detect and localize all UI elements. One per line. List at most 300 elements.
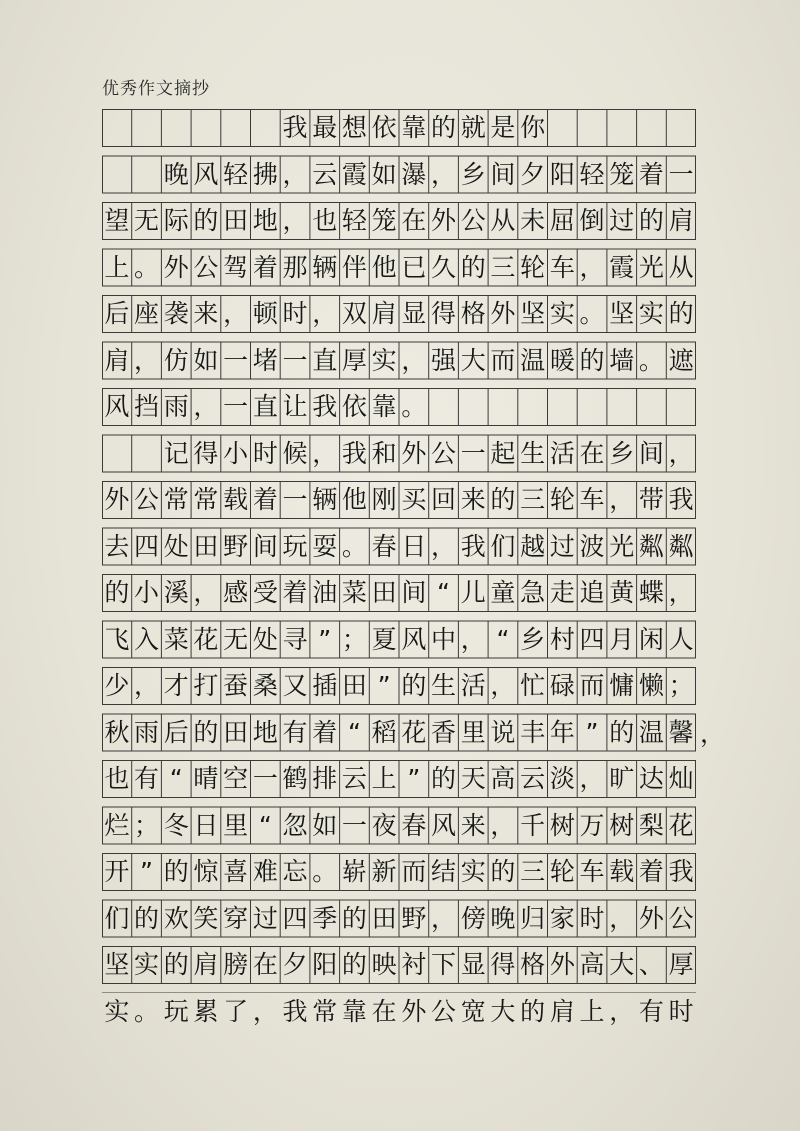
grid-character: 大: [460, 345, 486, 375]
grid-character: ，: [490, 671, 516, 700]
grid-character: 驾: [223, 252, 249, 282]
grid-character: 的: [134, 903, 160, 933]
grid-character: 外: [549, 950, 575, 979]
grid-character: 走: [549, 578, 575, 607]
grid-character: 下: [431, 950, 457, 979]
grid-character: 霞: [609, 252, 635, 282]
grid-character: 如: [193, 345, 219, 375]
grid-character: 袭: [163, 299, 189, 328]
grid-character: 载: [223, 485, 249, 514]
grid-character: 地: [252, 206, 278, 235]
grid-character: 买: [401, 485, 427, 514]
grid-character: ，: [282, 206, 308, 235]
grid-character: 天: [460, 764, 486, 793]
grid-character: 一: [282, 345, 308, 375]
grid-character: 起: [490, 438, 516, 468]
grid-character: 中: [431, 624, 457, 654]
grid-character: 蝶: [638, 578, 664, 607]
grid-character: 外: [104, 485, 130, 514]
grid-character: 暖: [549, 345, 575, 375]
grid-character: 一: [223, 392, 249, 421]
essay-line: [102, 714, 726, 751]
grid-character: 空: [223, 764, 249, 793]
grid-character: 受: [252, 578, 278, 607]
grid-character: 顿: [252, 299, 278, 328]
grid-character: 蚕: [223, 671, 249, 700]
grid-character: 也: [312, 206, 338, 235]
grid-character: 无: [134, 206, 160, 235]
grid-character: 处: [252, 624, 278, 654]
grid-character: 急: [520, 578, 546, 607]
grid-character: 入: [134, 624, 160, 654]
grid-character: 让: [282, 392, 308, 421]
grid-character: “: [347, 717, 361, 747]
grid-character: 季: [312, 903, 338, 933]
grid-character: 少: [104, 671, 130, 700]
essay-line: [102, 528, 696, 565]
grid-character: 晚: [163, 159, 189, 189]
grid-character: 想: [341, 113, 367, 142]
grid-character: 辆: [312, 252, 338, 282]
grid-character: 在: [579, 438, 605, 468]
grid-character: 崭: [341, 857, 367, 886]
grid-character: 车: [579, 485, 605, 514]
grid-character: 来: [193, 299, 219, 328]
grid-character: 稻: [371, 717, 397, 747]
essay-line: [102, 202, 696, 239]
grid-character: 坚: [520, 299, 546, 328]
grid-character: 野: [223, 531, 249, 561]
grid-character: 轮: [549, 485, 575, 514]
grid-character: 肩: [104, 345, 130, 375]
grid-character: 慵: [609, 671, 635, 700]
grid-character: 得: [490, 950, 516, 979]
grid-character: 厚: [668, 950, 694, 979]
grid-character: 笑: [193, 903, 219, 933]
grid-character: 四: [579, 624, 605, 654]
grid-character: ，: [490, 810, 516, 840]
grid-character: “: [258, 810, 272, 840]
essay-line: [102, 435, 696, 472]
grid-character: 云: [312, 159, 338, 189]
grid-character: 烂: [104, 810, 130, 840]
essay-line: [102, 249, 696, 286]
composition-grid-sheet: [102, 109, 726, 1026]
grid-character: 你: [520, 113, 546, 142]
grid-character: 生: [431, 671, 457, 700]
grid-character: 的: [638, 206, 664, 235]
grid-character: 溪: [163, 578, 189, 607]
grid-character: 车: [579, 857, 605, 886]
grid-character: 粼: [638, 531, 664, 561]
grid-character: 日: [193, 810, 219, 840]
grid-character: 花: [668, 810, 694, 840]
grid-character: 活: [460, 671, 486, 700]
grid-character: 我: [460, 531, 486, 561]
grid-character: 一: [668, 159, 694, 189]
grid-character: 在: [252, 950, 278, 979]
grid-character: 座: [134, 299, 160, 328]
grid-character: 和: [371, 438, 397, 468]
essay-line: [102, 946, 696, 983]
grid-character: 靠: [371, 392, 397, 421]
grid-character: 活: [549, 438, 575, 468]
grid-character: 夕: [282, 950, 308, 979]
grid-character: 田: [223, 717, 249, 747]
grid-character: “: [437, 578, 450, 607]
grid-character: 阳: [312, 950, 338, 979]
grid-character: 肩: [668, 206, 694, 235]
grid-character: 秋: [104, 717, 130, 747]
grid-character: 在: [371, 996, 397, 1026]
grid-character: 玩: [282, 531, 308, 561]
grid-character: 瀑: [401, 159, 427, 189]
grid-character: 开: [104, 857, 130, 886]
grid-character: 忙: [520, 671, 546, 700]
grid-character: 小: [223, 438, 249, 468]
grid-character: 乡: [609, 438, 635, 468]
grid-character: 飞: [104, 624, 130, 654]
grid-character: ，: [609, 903, 635, 933]
grid-character: 累: [193, 996, 219, 1026]
essay-line: [102, 667, 696, 704]
grid-character: 春: [371, 531, 397, 561]
grid-character: ”: [318, 624, 332, 654]
grid-character: 我: [282, 996, 308, 1026]
grid-character: 桑: [252, 671, 278, 700]
grid-character: 得: [431, 299, 457, 328]
grid-character: 际: [163, 206, 189, 235]
grid-character: 懒: [638, 671, 664, 700]
grid-character: 实: [134, 950, 160, 979]
essay-line: [102, 621, 696, 658]
grid-character: 已: [401, 252, 427, 282]
grid-character: 波: [579, 531, 605, 561]
grid-character: 间: [401, 578, 427, 607]
essay-line: [102, 993, 696, 1030]
grid-character: 候: [282, 438, 308, 468]
grid-character: 的: [163, 950, 189, 979]
grid-character: 依: [341, 392, 367, 421]
grid-character: 越: [520, 531, 546, 561]
grid-character: 上: [579, 996, 605, 1026]
grid-character: 直: [252, 392, 278, 421]
grid-character: 从: [490, 206, 516, 235]
grid-character: 温: [638, 717, 664, 747]
grid-character: 笼: [371, 206, 397, 235]
grid-character: 儿: [460, 578, 486, 607]
grid-character: 公: [134, 485, 160, 514]
grid-character: 四: [134, 531, 160, 561]
grid-character: 时: [579, 903, 605, 933]
grid-character: 的: [104, 578, 130, 607]
grid-character: 我: [282, 113, 308, 142]
grid-character: 我: [341, 438, 367, 468]
grid-character: 靠: [341, 996, 367, 1026]
grid-character: 实: [371, 345, 397, 375]
grid-character: 仿: [163, 345, 189, 375]
grid-character: 菜: [341, 578, 367, 607]
grid-character: ，: [431, 159, 457, 189]
grid-character: 里: [223, 810, 249, 840]
grid-character: 一: [341, 810, 367, 840]
grid-character: 田: [371, 578, 397, 607]
grid-character: 丰: [520, 717, 546, 747]
grid-character: 忽: [282, 810, 308, 840]
grid-character: 时: [252, 438, 278, 468]
grid-character: 肩: [193, 950, 219, 979]
grid-character: 、: [638, 950, 664, 979]
grid-character: 。: [638, 345, 664, 375]
grid-character: 新: [371, 857, 397, 886]
grid-character: 的: [520, 996, 546, 1026]
grid-character: 轮: [520, 252, 546, 282]
grid-character: 的: [460, 252, 486, 282]
grid-character: 过: [549, 531, 575, 561]
grid-character: 野: [401, 903, 427, 933]
grid-character: 寻: [282, 624, 308, 654]
grid-character: 雨: [163, 392, 189, 421]
margin-punctuation: ，: [700, 719, 726, 748]
grid-character: 田: [223, 206, 249, 235]
grid-character: 田: [193, 531, 219, 561]
grid-character: 旷: [609, 764, 635, 793]
grid-character: 格: [460, 299, 486, 328]
grid-character: 实: [549, 299, 575, 328]
grid-character: 最: [312, 113, 338, 142]
grid-character: 过: [609, 206, 635, 235]
grid-character: 的: [193, 717, 219, 747]
grid-character: 追: [579, 578, 605, 607]
grid-character: 风: [431, 810, 457, 840]
grid-character: 轮: [549, 857, 575, 886]
grid-character: 惊: [193, 857, 219, 886]
grid-character: 外: [401, 996, 427, 1026]
grid-character: ，: [668, 578, 694, 607]
grid-character: 生: [520, 438, 546, 468]
grid-character: ，: [193, 392, 219, 421]
grid-character: 黄: [609, 578, 635, 607]
grid-character: 花: [401, 717, 427, 747]
grid-character: 阳: [549, 159, 575, 189]
grid-character: 的: [579, 345, 605, 375]
grid-character: 。: [341, 531, 367, 561]
grid-character: 了: [223, 996, 249, 1026]
grid-character: 后: [163, 717, 189, 747]
grid-character: 闲: [638, 624, 664, 654]
grid-character: 无: [223, 624, 249, 654]
grid-character: 晴: [193, 764, 219, 793]
grid-character: 我: [668, 857, 694, 886]
grid-character: 外: [431, 206, 457, 235]
grid-character: 大: [490, 996, 516, 1026]
grid-character: 乡: [520, 624, 546, 654]
grid-character: ，: [312, 299, 338, 328]
grid-character: 童: [490, 578, 516, 607]
grid-character: 而: [579, 671, 605, 700]
grid-character: ，: [579, 252, 605, 282]
grid-character: 油: [312, 578, 338, 607]
grid-character: 从: [668, 252, 694, 282]
grid-character: ，: [282, 159, 308, 189]
grid-character: 记: [163, 438, 189, 468]
grid-character: 后: [104, 299, 130, 328]
grid-character: 间: [252, 531, 278, 561]
grid-character: 小: [134, 578, 160, 607]
grid-character: 宽: [460, 996, 486, 1026]
grid-character: ，: [312, 438, 338, 468]
grid-character: 排: [312, 764, 338, 793]
grid-character: 温: [520, 345, 546, 375]
grid-character: 外: [490, 299, 516, 328]
grid-character: 他: [341, 485, 367, 514]
grid-character: 外: [163, 252, 189, 282]
grid-character: 树: [609, 810, 635, 840]
grid-character: 的: [490, 857, 516, 886]
grid-character: 靠: [401, 113, 427, 142]
essay-line: [102, 574, 696, 611]
grid-character: 公: [193, 252, 219, 282]
grid-character: 的: [193, 206, 219, 235]
grid-character: 屈: [549, 206, 575, 235]
grid-character: 碌: [549, 671, 575, 700]
grid-character: 车: [549, 252, 575, 282]
grid-character: 外: [638, 903, 664, 933]
grid-character: 风: [193, 159, 219, 189]
grid-character: 香: [431, 717, 457, 747]
grid-character: 外: [401, 438, 427, 468]
grid-character: 。: [134, 252, 160, 282]
grid-character: 坚: [104, 950, 130, 979]
grid-character: 笼: [609, 159, 635, 189]
grid-character: 傍: [460, 903, 486, 933]
grid-character: 堵: [252, 345, 278, 375]
grid-character: 。: [401, 392, 427, 421]
grid-character: ；: [668, 671, 694, 700]
grid-character: 插: [312, 671, 338, 700]
essay-title: [102, 109, 696, 146]
grid-character: 双: [341, 299, 367, 328]
grid-character: 公: [460, 206, 486, 235]
grid-character: 说: [490, 717, 516, 747]
grid-character: 来: [460, 810, 486, 840]
grid-character: 一: [460, 438, 486, 468]
grid-character: 高: [490, 764, 516, 793]
grid-character: ”: [407, 764, 421, 793]
grid-character: 。: [134, 996, 160, 1026]
grid-character: 也: [104, 764, 130, 793]
essay-line: [102, 481, 696, 518]
grid-character: 云: [341, 764, 367, 793]
grid-character: 的: [431, 764, 457, 793]
grid-character: 忘: [282, 857, 308, 886]
grid-character: 伴: [341, 252, 367, 282]
grid-character: 欢: [163, 903, 189, 933]
grid-character: 依: [371, 113, 397, 142]
grid-character: 的: [401, 671, 427, 700]
grid-character: 着: [638, 159, 664, 189]
grid-character: 花: [193, 624, 219, 654]
grid-character: 强: [431, 345, 457, 375]
grid-character: 粼: [668, 531, 694, 561]
grid-character: ”: [377, 671, 391, 700]
grid-character: 高: [579, 950, 605, 979]
grid-character: 大: [609, 950, 635, 979]
essay-line: [102, 295, 696, 332]
grid-character: 间: [638, 438, 664, 468]
grid-character: 而: [490, 345, 516, 375]
grid-character: ”: [585, 717, 599, 747]
grid-character: 一: [282, 485, 308, 514]
grid-character: 而: [401, 857, 427, 886]
grid-character: 打: [193, 671, 219, 700]
grid-character: 三: [490, 252, 516, 282]
grid-character: 的: [668, 299, 694, 328]
grid-character: 实: [460, 857, 486, 886]
grid-character: 有: [638, 996, 664, 1026]
grid-character: 得: [193, 438, 219, 468]
grid-character: 轻: [223, 159, 249, 189]
grid-character: 才: [163, 671, 189, 700]
grid-character: 带: [638, 485, 664, 514]
grid-character: 遮: [668, 345, 694, 375]
grid-character: 实: [638, 299, 664, 328]
grid-character: 那: [282, 252, 308, 282]
grid-character: 时: [668, 996, 694, 1026]
grid-character: ，: [401, 345, 427, 375]
grid-character: 淡: [549, 764, 575, 793]
grid-character: 一: [252, 764, 278, 793]
grid-character: ，: [223, 299, 249, 328]
grid-character: 着: [638, 857, 664, 886]
grid-character: ；: [341, 624, 367, 654]
grid-character: 我: [312, 392, 338, 421]
grid-character: 显: [460, 950, 486, 979]
grid-character: 难: [252, 857, 278, 886]
grid-character: 他: [371, 252, 397, 282]
grid-character: 来: [460, 485, 486, 514]
grid-character: 回: [431, 485, 457, 514]
grid-character: 三: [520, 485, 546, 514]
grid-character: 玩: [163, 996, 189, 1026]
grid-character: 一: [223, 345, 249, 375]
grid-character: 里: [460, 717, 486, 747]
grid-character: 倒: [579, 206, 605, 235]
grid-character: 菜: [163, 624, 189, 654]
grid-character: 时: [282, 299, 308, 328]
essay-line: [102, 156, 696, 193]
grid-character: 。: [312, 857, 338, 886]
grid-character: 鹤: [282, 764, 308, 793]
grid-character: 的: [490, 485, 516, 514]
grid-character: 春: [401, 810, 427, 840]
grid-character: ”: [140, 857, 153, 886]
essay-line: [102, 807, 696, 844]
grid-character: 光: [638, 252, 664, 282]
grid-character: 乡: [460, 159, 486, 189]
grid-character: 千: [520, 810, 546, 840]
grid-character: 的: [341, 950, 367, 979]
grid-character: 轻: [341, 206, 367, 235]
grid-character: 喜: [223, 857, 249, 886]
grid-character: 显: [401, 299, 427, 328]
grid-character: 辆: [312, 485, 338, 514]
grid-character: 肩: [371, 299, 397, 328]
grid-character: 树: [549, 810, 575, 840]
grid-character: 们: [490, 531, 516, 561]
grid-character: 田: [371, 903, 397, 933]
grid-character: 实: [104, 996, 130, 1026]
